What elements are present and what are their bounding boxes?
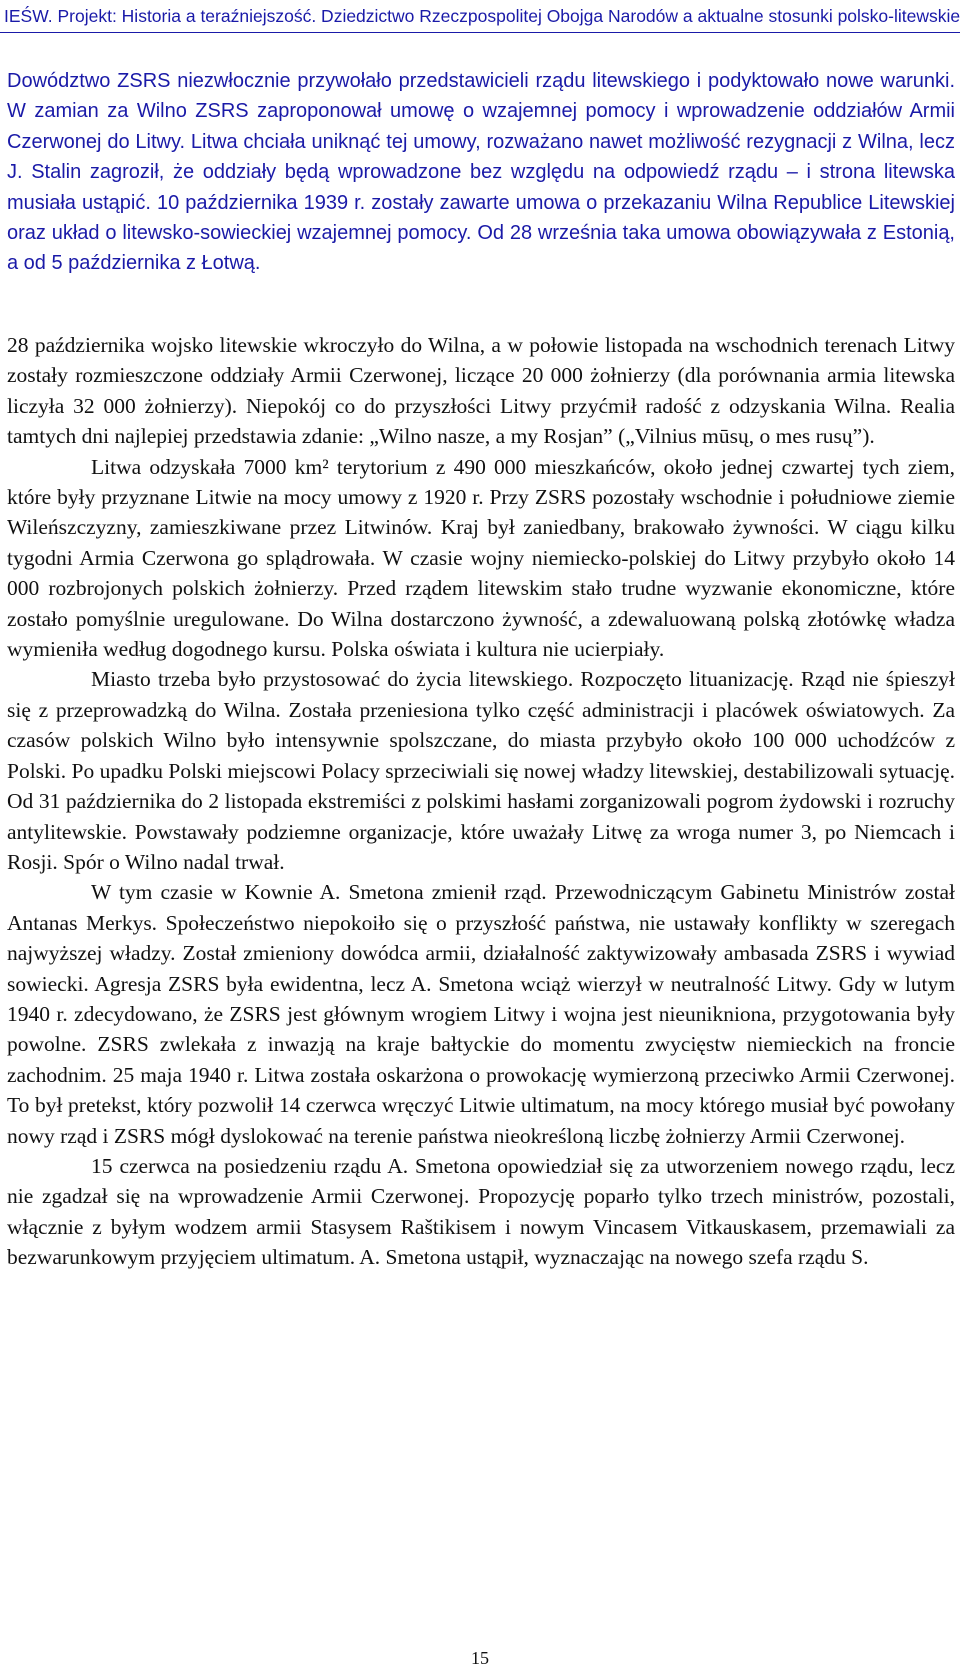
- intro-paragraph: Dowództwo ZSRS niezwłocznie przywołało przedstawicieli rządu litewskiego i podyktowało nowe warunki. W zamian za Wilno ZSRS zaproponował umowę o wzajemnej pomocy i wprowadzenie oddziałów Armii Czerwonej do Litwy. Litwa chciała uniknąć tej umowy, rozważano nawet możliwość rezygnacji z Wilna, lecz J. Stalin zagroził, że oddziały będą wprowadzone bez względu na odpowiedź rządu – i strona litewska musiała ustąpić. 10 października 1939 r. zostały zawarte umowa o przekazaniu Wilna Republice Litewskiej oraz układ o litewsko-sowieckiej wzajemnej pomocy. Od 28 września taka umowa obowiązywała z Estonią, a od 5 października z Łotwą.: [7, 70, 955, 275]
- header-divider: [0, 32, 960, 33]
- paragraph-5: 15 czerwca na posiedzeniu rządu A. Smetona opowiedział się za utworzeniem nowego rządu, lecz nie zgadzał się na wprowadzenie Armii Czerwonej. Propozycję poparło tylko trzech ministrów, pozostali, włącznie z byłym wodzem armii Stasysem Raštikisem i nowym Vincasem Vitkauskasem, przemawiali za bezwarunkowym przyjęciem ultimatum. A. Smetona ustąpił, wyznaczając na nowego szefa rządu S.: [7, 1153, 955, 1270]
- body-text: [7, 330, 955, 1273]
- running-header: IEŚW. Projekt: Historia a teraźniejszość. Dziedzictwo Rzeczpospolitej Obojga Narodów a aktualne stosunki polsko-litewskie: [4, 6, 960, 26]
- paragraph-1: 28 października wojsko litewskie wkroczyło do Wilna, a w połowie listopada na wschodnich terenach Litwy zostały rozmieszczone oddziały Armii Czerwonej, liczące 20 000 żołnierzy (dla porównania armia litewska liczyła 32 000 żołnierzy). Niepokój co do przyszłości Litwy przyćmił radość z odzyskania Wilna. Realia tamtych dni najlepiej przedstawia zdanie: „Wilno nasze, a my Rosjan” („Vilnius mūsų, o mes rusų”).: [7, 333, 955, 449]
- paragraph-2: Litwa odzyskała 7000 km² terytorium z 490 000 mieszkańców, około jednej czwartej tych ziem, które były przyznane Litwie na mocy umowy z 1920 r. Przy ZSRS pozostały wschodnie i południowe ziemie Wileńszczyzny, zamieszkiwane przez Litwinów. Kraj był zaniedbany, brakowało żywności. W ciągu kilku tygodni Armia Czerwona go splądrowała. W czasie wojny niemiecko-polskiej do Litwy przybyło około 14 000 rozbrojonych polskich żołnierzy. Przed rządem litewskim stało trudne wyzwanie ekonomiczne, które zostało pomyślnie uregulowane. Do Wilna dostarczono żywność, a zdewaluowaną polską złotówkę władza wymieniła według dogodnego kursu. Polska oświata i kultura nie ucierpiały.: [7, 454, 955, 662]
- page-number: 15: [471, 1648, 489, 1668]
- paragraph-4: W tym czasie w Kownie A. Smetona zmienił rząd. Przewodniczącym Gabinetu Ministrów został Antanas Merkys. Społeczeństwo niepokoiło się o przyszłość państwa, nie ustawały konflikty w szeregach najwyższej władzy. Został zmieniony dowódca armii, działalność zaktywizowały ambasada ZSRS i wywiad sowiecki. Agresja ZSRS była ewidentna, lecz A. Smetona wciąż wierzył w neutralność Litwy. Gdy w lutym 1940 r. zdecydowano, że ZSRS jest głównym wrogiem Litwy i wojna jest nieunikniona, przygotowania były powolne. ZSRS zwlekała z inwazją na kraje bałtyckie do momentu zwycięstw niemieckich na froncie zachodnim. 25 maja 1940 r. Litwa została oskarżona o prowokację wymierzoną przeciwko Armii Czerwonej. To był pretekst, który pozwolił 14 czerwca wręczyć Litwie ultimatum, na mocy którego musiał być powołany nowy rząd i ZSRS mógł dyslokować na terenie państwa nieokreśloną liczbę żołnierzy Armii Czerwonej.: [7, 880, 955, 1148]
- paragraph-3: Miasto trzeba było przystosować do życia litewskiego. Rozpoczęto lituanizację. Rząd nie śpieszył się z przeprowadzką do Wilna. Została przeniesiona tylko część administracji i placówek oświatowych. Za czasów polskich Wilno było intensywnie spolszczane, do miasta przybyło około 100 000 uchodźców z Polski. Po upadku Polski miejscowi Polacy sprzeciwiali się nowej władzy litewskiej, destabilizowali sytuację. Od 31 października do 2 listopada ekstremiści z polskimi hasłami zorganizowali pogrom żydowski i rozruchy antylitewskie. Powstawały podziemne organizacje, które uważały Litwę za wroga numer 3, po Niemcach i Rosji. Spór o Wilno nadal trwał.: [7, 667, 955, 874]
